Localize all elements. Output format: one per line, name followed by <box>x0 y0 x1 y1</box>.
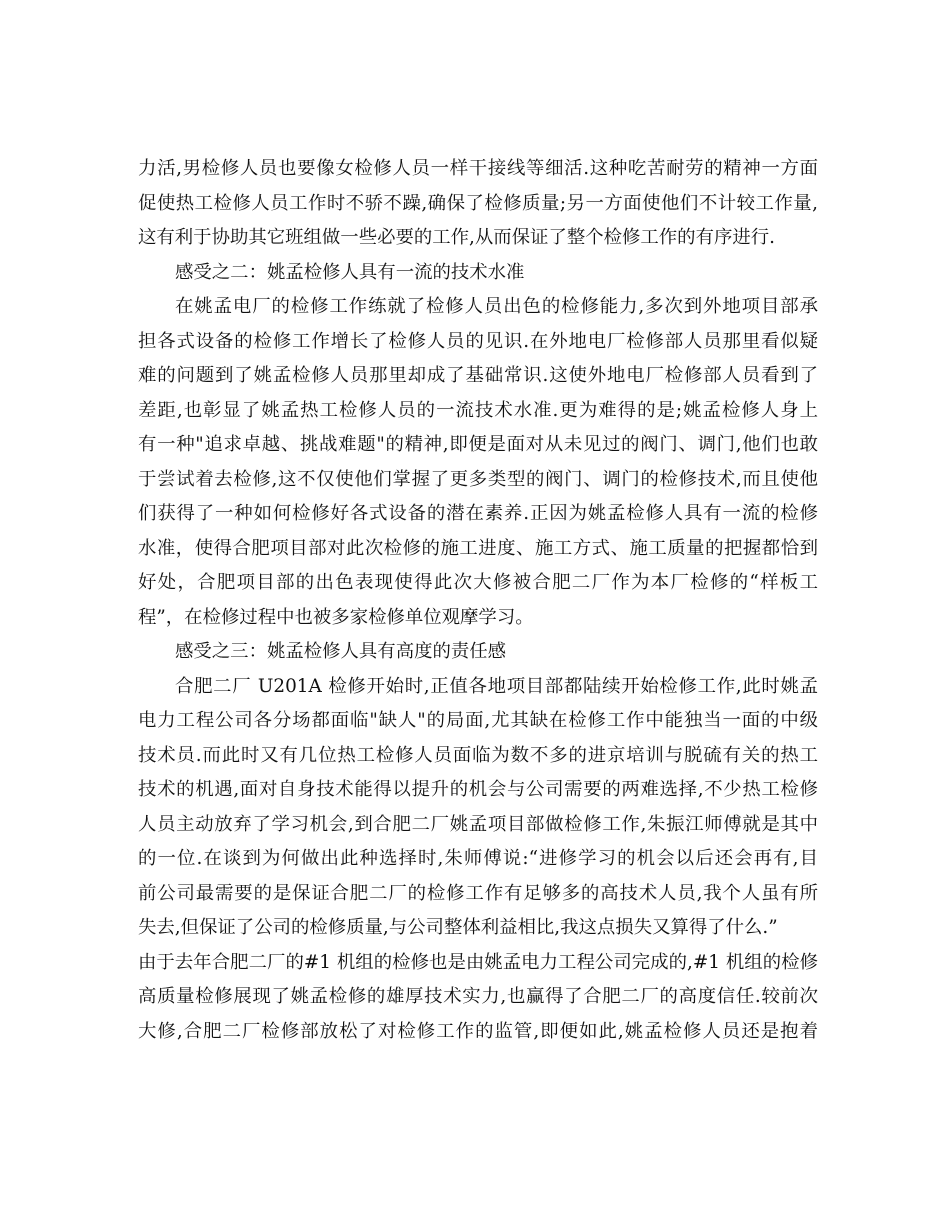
paragraph-end-line: 程”，在检修过程中也被多家检修单位观摩学习。 <box>138 606 534 628</box>
body-text-line: 好处，合肥项目部的出色表现使得此次大修被合肥二厂作为本厂检修的“样板工 <box>138 572 818 593</box>
body-text-line: 人员主动放弃了学习机会,到合肥二厂姚孟项目部做检修工作,朱振江师傅就是其中 <box>138 813 818 835</box>
body-text-line: 力活,男检修人员也要像女检修人员一样干接线等细活.这种吃苦耐劳的精神一方面 <box>138 158 818 179</box>
body-text-line: 大修,合肥二厂检修部放松了对检修工作的监管,即便如此,姚孟检修人员还是抱着 <box>138 1020 818 1042</box>
paragraph-end-line: 失去,但保证了公司的检修质量,与公司整体利益相比,我这点损失又算得了什么.” <box>138 917 778 938</box>
document-body <box>138 152 818 1049</box>
body-text-line: 技术员.而此时又有几位热工检修人员面临为数不多的进京培训与脱硫有关的热工 <box>138 744 818 766</box>
body-text-line: 难的问题到了姚孟检修人员那里却成了基础常识.这使外地电厂检修部人员看到了 <box>138 365 818 386</box>
body-text-line: 的一位.在谈到为何做出此种选择时,朱师傅说:“进修学习的机会以后还会再有,目 <box>138 848 818 869</box>
body-text-line: 电力工程公司各分场都面临"缺人"的局面,尤其缺在检修工作中能独当一面的中级 <box>138 710 818 731</box>
body-text-line: 们获得了一种如何检修好各式设备的潜在素养.正因为姚孟检修人具有一流的检修 <box>138 503 818 524</box>
body-text-line: 由于去年合肥二厂的#1 机组的检修也是由姚孟电力工程公司完成的,#1 机组的检修 <box>138 951 818 973</box>
body-text-line: 前公司最需要的是保证合肥二厂的检修工作有足够多的高技术人员,我个人虽有所 <box>138 882 818 904</box>
body-text-line: 差距,也彰显了姚孟热工检修人员的一流技术水准.更为难得的是;姚孟检修人身上 <box>138 399 818 421</box>
body-text-line: 促使热工检修人员工作时不骄不躁,确保了检修质量;另一方面使他们不计较工作量, <box>138 192 818 214</box>
body-text-line: 担各式设备的检修工作增长了检修人员的见识.在外地电厂检修部人员那里看似疑 <box>138 330 818 352</box>
section-heading: 感受之二：姚孟检修人具有一流的技术水准 <box>175 261 525 283</box>
paragraph-end-line: 这有利于协助其它班组做一些必要的工作,从而保证了整个检修工作的有序进行. <box>138 227 775 248</box>
paragraph-first-line: 合肥二厂 U201A 检修开始时,正值各地项目部都陆续开始检修工作,此时姚孟 <box>175 675 818 697</box>
body-text-line: 有一种"追求卓越、挑战难题"的精神,即便是面对从未见过的阀门、调门,他们也敢 <box>138 434 818 455</box>
body-text-line: 技术的机遇,面对自身技术能得以提升的机会与公司需要的两难选择,不少热工检修 <box>138 779 818 800</box>
paragraph-first-line: 在姚孟电厂的检修工作练就了检修人员出色的检修能力,多次到外地项目部承 <box>175 296 818 317</box>
body-text-line: 于尝试着去检修,这不仅使他们掌握了更多类型的阀门、调门的检修技术,而且使他 <box>138 468 818 490</box>
body-text-line: 水准，使得合肥项目部对此次检修的施工进度、施工方式、施工质量的把握都恰到 <box>138 537 818 559</box>
body-text-line: 高质量检修展现了姚孟检修的雄厚技术实力,也赢得了合肥二厂的高度信任.较前次 <box>138 986 818 1007</box>
section-heading: 感受之三：姚孟检修人具有高度的责任感 <box>175 641 507 662</box>
